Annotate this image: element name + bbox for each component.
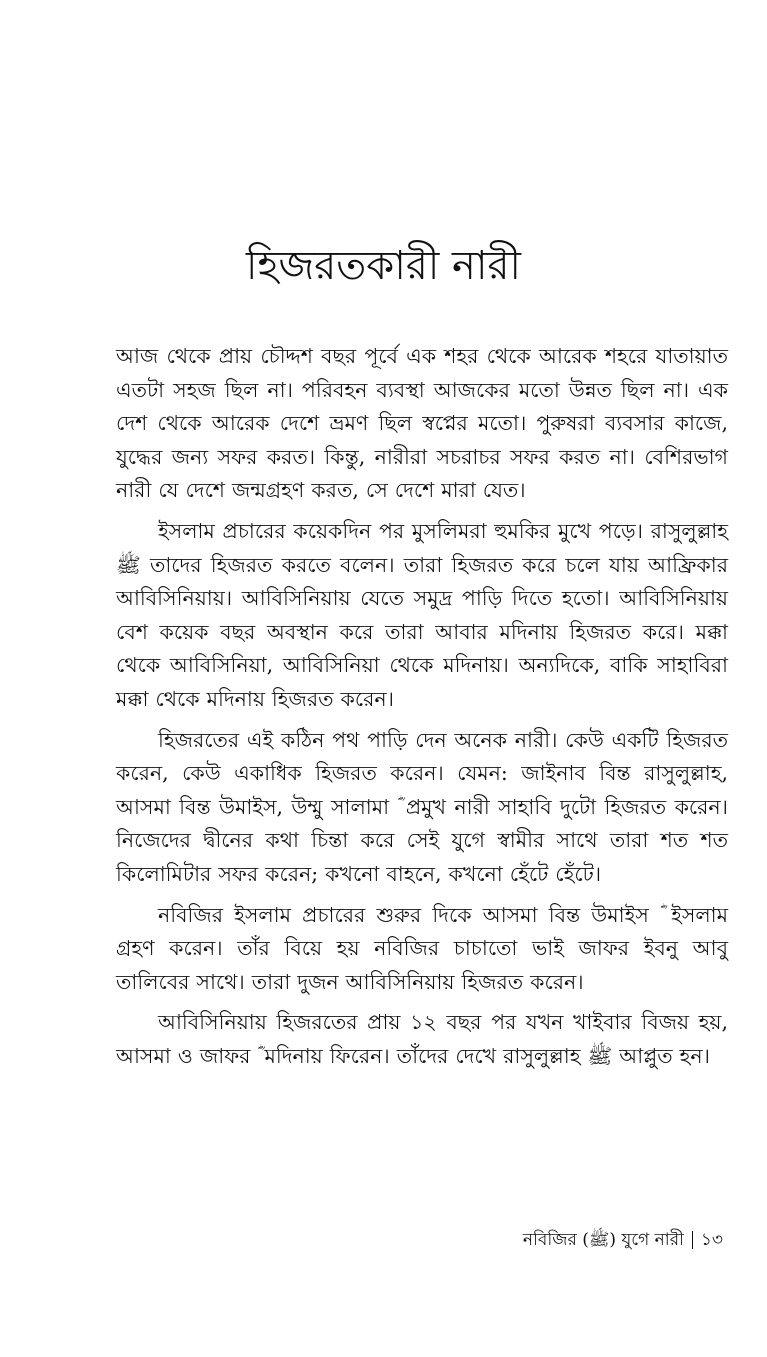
page-number: ১৩ <box>700 1230 723 1250</box>
paragraph-5: আবিসিনিয়ায় হিজরতের প্রায় ১২ বছর পর যখন খাইবার বিজয় হয়, আসমা ও জাফর ؓ মদিনায় ফিরেন। তাঁদের দেখে রাসুলুল্লাহ ﷺ আপ্লুত হন। <box>116 1010 728 1068</box>
chapter-body <box>116 340 728 1080</box>
footer-divider <box>692 1231 693 1249</box>
paragraph-4: নবিজির ইসলাম প্রচারের শুরুর দিকে আসমা বিন্ত উমাইস ؓ ইসলাম গ্রহণ করেন। তাঁর বিয়ে হয় নবিজির চাচাতো ভাই জাফর ইবনু আবু তালিবের সাথে। তারা দুজন আবিসিনিয়ায় হিজরত করেন। <box>116 902 728 994</box>
paragraph-2: ইসলাম প্রচারের কয়েকদিন পর মুসলিমরা হুমকির মুখে পড়ে। রাসুলুল্লাহ ﷺ তাদের হিজরত করতে বলেন। তারা হিজরত করে চলে যায় আফ্রিকার আবিসিনিয়ায়। আবিসিনিয়ায় যেতে সমুদ্র পাড়ি দিতে হতো। আবিসিনিয়ায় বেশ কয়েক বছর অবস্থান করে তারা আবার মদিনায় হিজরত করে। মক্কা থেকে আবিসিনিয়া, আবিসিনিয়া থেকে মদিনায়। অন্যদিকে, বাকি সাহাবিরা মক্কা থেকে মদিনায় হিজরত করেন। <box>116 518 728 711</box>
page-footer <box>523 1228 723 1252</box>
paragraph-3: হিজরতের এই কঠিন পথ পাড়ি দেন অনেক নারী। কেউ একটি হিজরত করেন, কেউ একাধিক হিজরত করেন। যেমন: জাইনাব বিন্ত রাসুলুল্লাহ, আসমা বিন্ত উমাইস, উম্মু সালামা ؓ প্রমুখ নারী সাহাবি দুটো হিজরত করেন। নিজেদের দ্বীনের কথা চিন্তা করে সেই যুগে স্বামীর সাথে তারা শত শত কিলোমিটার সফর করেন; কখনো বাহনে, কখনো হেঁটে হেঁটে। <box>116 727 728 886</box>
chapter-title: হিজরতকারী নারী <box>246 243 521 289</box>
paragraph-1: আজ থেকে প্রায় চৌদ্দশ বছর পূর্বে এক শহর থেকে আরেক শহরে যাতায়াত এতটা সহজ ছিল না। পরিবহন ব্যবস্থা আজকের মতো উন্নত ছিল না। এক দেশ থেকে আরেক দেশে ভ্রমণ ছিল স্বপ্নের মতো। পুরুষরা ব্যবসার কাজে, যুদ্ধের জন্য সফর করত। কিন্তু, নারীরা সচরাচর সফর করত না। বেশিরভাগ নারী যে দেশে জন্মগ্রহণ করত, সে দেশে মারা যেত। <box>116 344 728 503</box>
running-footer-title: নবিজির (ﷺ) যুগে নারী <box>522 1230 684 1250</box>
